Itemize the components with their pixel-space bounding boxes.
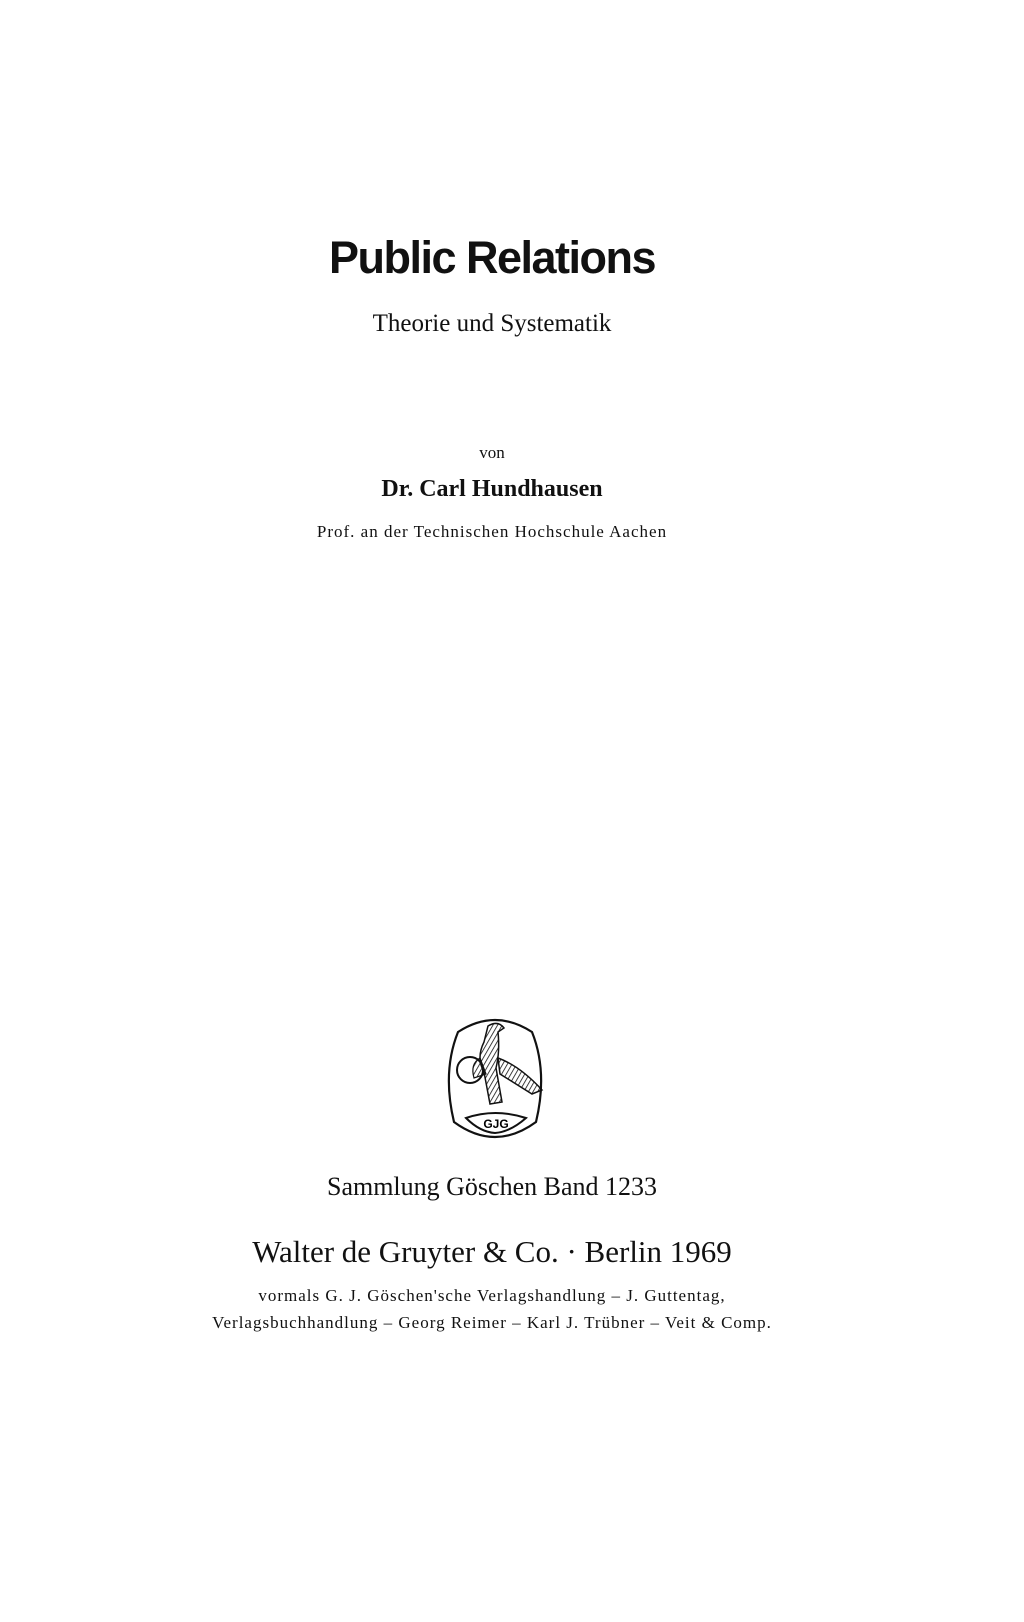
publisher-info: Walter de Gruyter & Co. · Berlin 1969: [252, 1234, 732, 1269]
eagle-publisher-logo-icon: [440, 1012, 550, 1144]
book-subtitle: Theorie und Systematik: [372, 310, 612, 337]
author-affiliation: Prof. an der Technischen Hochschule Aachen: [316, 522, 668, 541]
series-info: Sammlung Göschen Band 1233: [326, 1172, 658, 1201]
author-name: Dr. Carl Hundhausen: [381, 476, 603, 502]
former-publishers-line: vormals G. J. Göschen'sche Verlagshandlung – J. Guttentag,: [258, 1286, 726, 1305]
by-label: von: [479, 443, 505, 462]
logo-text: GJG: [483, 1117, 509, 1131]
book-title: Public Relations: [328, 232, 656, 283]
former-publishers-line: Verlagsbuchhandlung – Georg Reimer – Karl J. Trübner – Veit & Comp.: [212, 1313, 772, 1332]
